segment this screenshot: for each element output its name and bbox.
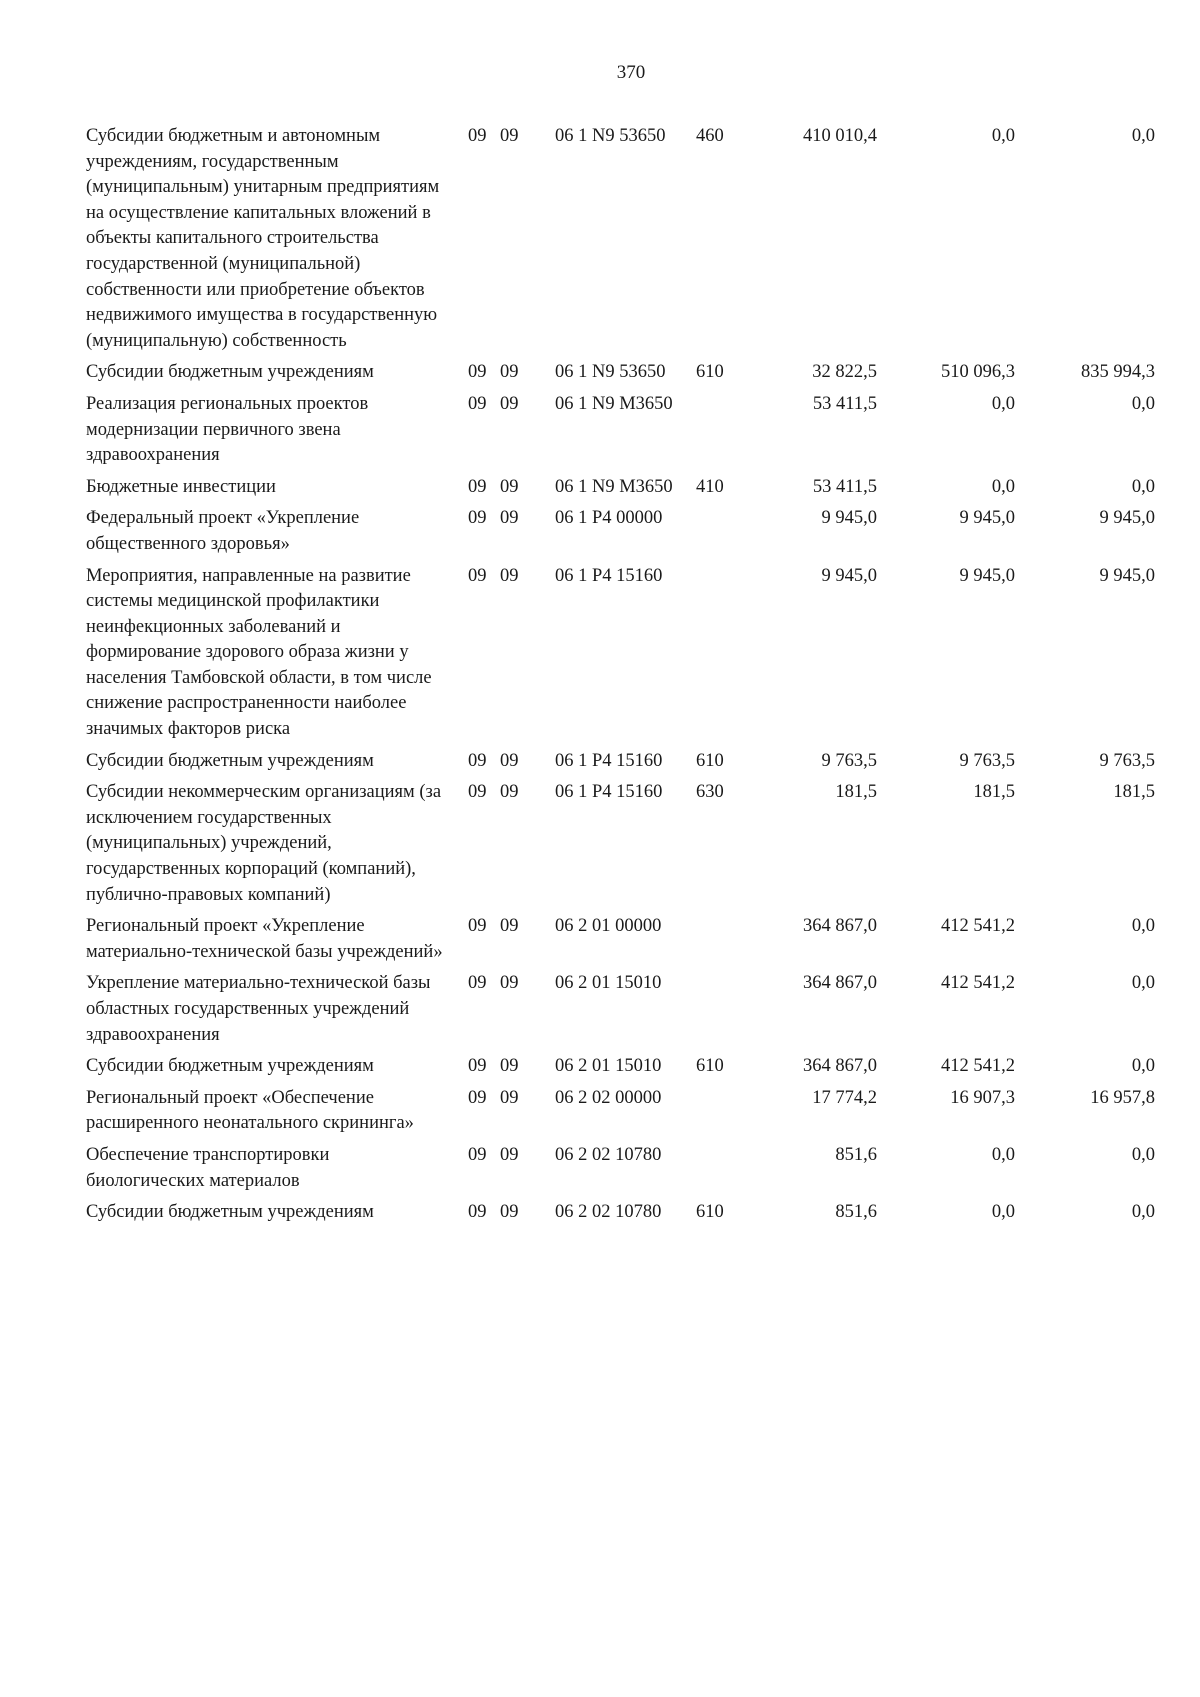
amount-year-1: 32 822,5 (812, 362, 877, 383)
section-code: 09 (468, 476, 487, 497)
subsection-code: 09 (500, 916, 519, 937)
table-row (0, 914, 1200, 965)
target-article-code: 06 2 01 00000 (555, 916, 662, 937)
row-description: Субсидии некоммерческим организациям (за исключением государственных (муниципальных) учреждений, государственных корпораций (компаний), публично-правовых компаний) (86, 782, 442, 905)
row-description: Субсидии бюджетным учреждениям (86, 750, 374, 771)
subsection-code: 09 (500, 126, 519, 146)
amount-year-2: 0,0 (991, 1144, 1015, 1165)
amount-year-1: 851,6 (835, 1144, 877, 1165)
target-article-code: 06 2 01 15010 (555, 1056, 662, 1077)
subsection-code: 09 (500, 565, 519, 586)
subsection-code: 09 (500, 973, 519, 994)
amount-year-3: 0,0 (1131, 973, 1155, 994)
amount-year-2: 181,5 (973, 782, 1015, 803)
row-description: Региональный проект «Укрепление материально-технической базы учреждений» (86, 916, 443, 962)
amount-year-3: 0,0 (1131, 126, 1155, 146)
amount-year-2: 0,0 (991, 1202, 1015, 1223)
amount-year-3: 0,0 (1131, 1202, 1155, 1223)
amount-year-1: 9 945,0 (821, 565, 877, 586)
table-row (0, 1054, 1200, 1080)
section-code: 09 (468, 362, 487, 383)
amount-year-3: 16 957,8 (1090, 1087, 1155, 1108)
amount-year-1: 53 411,5 (812, 476, 877, 497)
table-row (0, 475, 1200, 501)
row-description: Субсидии бюджетным учреждениям (86, 1202, 374, 1223)
target-article-code: 06 1 N9 53650 (555, 362, 666, 383)
row-description: Обеспечение транспортировки биологических материалов (86, 1144, 330, 1191)
amount-year-3: 0,0 (1131, 1144, 1155, 1165)
amount-year-1: 364 867,0 (803, 973, 877, 994)
table-row (0, 124, 1200, 354)
amount-year-1: 9 763,5 (821, 750, 877, 771)
amount-year-1: 53 411,5 (812, 393, 877, 414)
table-row (0, 749, 1200, 775)
target-article-code: 06 2 01 15010 (555, 973, 662, 994)
amount-year-1: 364 867,0 (803, 1056, 877, 1077)
expense-type-code: 610 (696, 750, 724, 771)
target-article-code: 06 2 02 00000 (555, 1087, 662, 1108)
table-row (0, 1200, 1200, 1226)
table-row (0, 564, 1200, 743)
section-code: 09 (468, 973, 487, 994)
section-code: 09 (468, 126, 487, 146)
target-article-code: 06 2 02 10780 (555, 1202, 662, 1223)
section-code: 09 (468, 508, 487, 529)
table-row (0, 506, 1200, 557)
section-code: 09 (468, 916, 487, 937)
section-code: 09 (468, 1056, 487, 1077)
amount-year-1: 364 867,0 (803, 916, 877, 937)
expense-type-code: 610 (696, 1202, 724, 1223)
target-article-code: 06 1 P4 00000 (555, 508, 663, 529)
subsection-code: 09 (500, 476, 519, 497)
amount-year-3: 0,0 (1131, 916, 1155, 937)
table-row (0, 780, 1200, 908)
amount-year-2: 510 096,3 (941, 362, 1015, 383)
expense-type-code: 610 (696, 362, 724, 383)
row-description: Субсидии бюджетным и автономным учреждениям, государственным (муниципальным) унитарным предприятиям на осуществление капитальных вложений в объекты капитального строительства государственной (муниципальной) собственности или приобретение объектов недвижимого имущества в государственную (муниципальную) собственность (86, 126, 440, 351)
amount-year-2: 412 541,2 (941, 1056, 1015, 1077)
subsection-code: 09 (500, 1087, 519, 1108)
section-code: 09 (468, 1202, 487, 1223)
target-article-code: 06 1 N9 M3650 (555, 476, 673, 497)
table-row (0, 1086, 1200, 1137)
section-code: 09 (468, 750, 487, 771)
amount-year-1: 410 010,4 (803, 126, 877, 146)
target-article-code: 06 1 N9 53650 (555, 126, 666, 146)
amount-year-2: 9 945,0 (959, 565, 1015, 586)
subsection-code: 09 (500, 750, 519, 771)
section-code: 09 (468, 565, 487, 586)
subsection-code: 09 (500, 1056, 519, 1077)
amount-year-2: 9 763,5 (959, 750, 1015, 771)
target-article-code: 06 1 P4 15160 (555, 565, 663, 586)
amount-year-3: 0,0 (1131, 393, 1155, 414)
expense-type-code: 460 (696, 126, 724, 146)
amount-year-2: 0,0 (991, 126, 1015, 146)
target-article-code: 06 1 N9 M3650 (555, 393, 673, 414)
page-number: 370 (616, 62, 646, 83)
amount-year-2: 412 541,2 (941, 916, 1015, 937)
subsection-code: 09 (500, 1144, 519, 1165)
row-description: Субсидии бюджетным учреждениям (86, 362, 374, 383)
target-article-code: 06 1 P4 15160 (555, 750, 663, 771)
subsection-code: 09 (500, 508, 519, 529)
amount-year-2: 0,0 (991, 476, 1015, 497)
subsection-code: 09 (500, 782, 519, 803)
expense-type-code: 610 (696, 1056, 724, 1077)
row-description: Укрепление материально-технической базы областных государственных учреждений здравоохранения (86, 973, 431, 1045)
amount-year-3: 835 994,3 (1081, 362, 1155, 383)
amount-year-2: 412 541,2 (941, 973, 1015, 994)
section-code: 09 (468, 1144, 487, 1165)
row-description: Реализация региональных проектов модернизации первичного звена здравоохранения (86, 393, 369, 466)
amount-year-2: 0,0 (991, 393, 1015, 414)
budget-table (0, 124, 1200, 1232)
expense-type-code: 630 (696, 782, 724, 803)
subsection-code: 09 (500, 1202, 519, 1223)
table-row (0, 971, 1200, 1048)
row-description: Субсидии бюджетным учреждениям (86, 1056, 374, 1077)
row-description: Бюджетные инвестиции (86, 476, 276, 497)
expense-type-code: 410 (696, 476, 724, 497)
row-description: Мероприятия, направленные на развитие системы медицинской профилактики неинфекционных заболеваний и формирование здорового образа жизни у населения Тамбовской области, в том числе снижение распространенности наиболее значимых факторов риска (86, 565, 432, 740)
amount-year-3: 0,0 (1131, 476, 1155, 497)
target-article-code: 06 2 02 10780 (555, 1144, 662, 1165)
amount-year-3: 9 945,0 (1099, 508, 1155, 529)
section-code: 09 (468, 782, 487, 803)
amount-year-2: 9 945,0 (959, 508, 1015, 529)
amount-year-3: 9 945,0 (1099, 565, 1155, 586)
row-description: Федеральный проект «Укрепление общественного здоровья» (86, 508, 360, 554)
amount-year-1: 17 774,2 (812, 1087, 877, 1108)
amount-year-1: 9 945,0 (821, 508, 877, 529)
amount-year-3: 9 763,5 (1099, 750, 1155, 771)
amount-year-1: 181,5 (835, 782, 877, 803)
amount-year-3: 181,5 (1113, 782, 1155, 803)
amount-year-3: 0,0 (1131, 1056, 1155, 1077)
amount-year-2: 16 907,3 (950, 1087, 1015, 1108)
section-code: 09 (468, 393, 487, 414)
table-row (0, 1143, 1200, 1194)
table-row (0, 360, 1200, 386)
row-description: Региональный проект «Обеспечение расширенного неонатального скрининга» (86, 1087, 414, 1134)
table-row (0, 392, 1200, 469)
subsection-code: 09 (500, 362, 519, 383)
target-article-code: 06 1 P4 15160 (555, 782, 663, 803)
amount-year-1: 851,6 (835, 1202, 877, 1223)
section-code: 09 (468, 1087, 487, 1108)
subsection-code: 09 (500, 393, 519, 414)
